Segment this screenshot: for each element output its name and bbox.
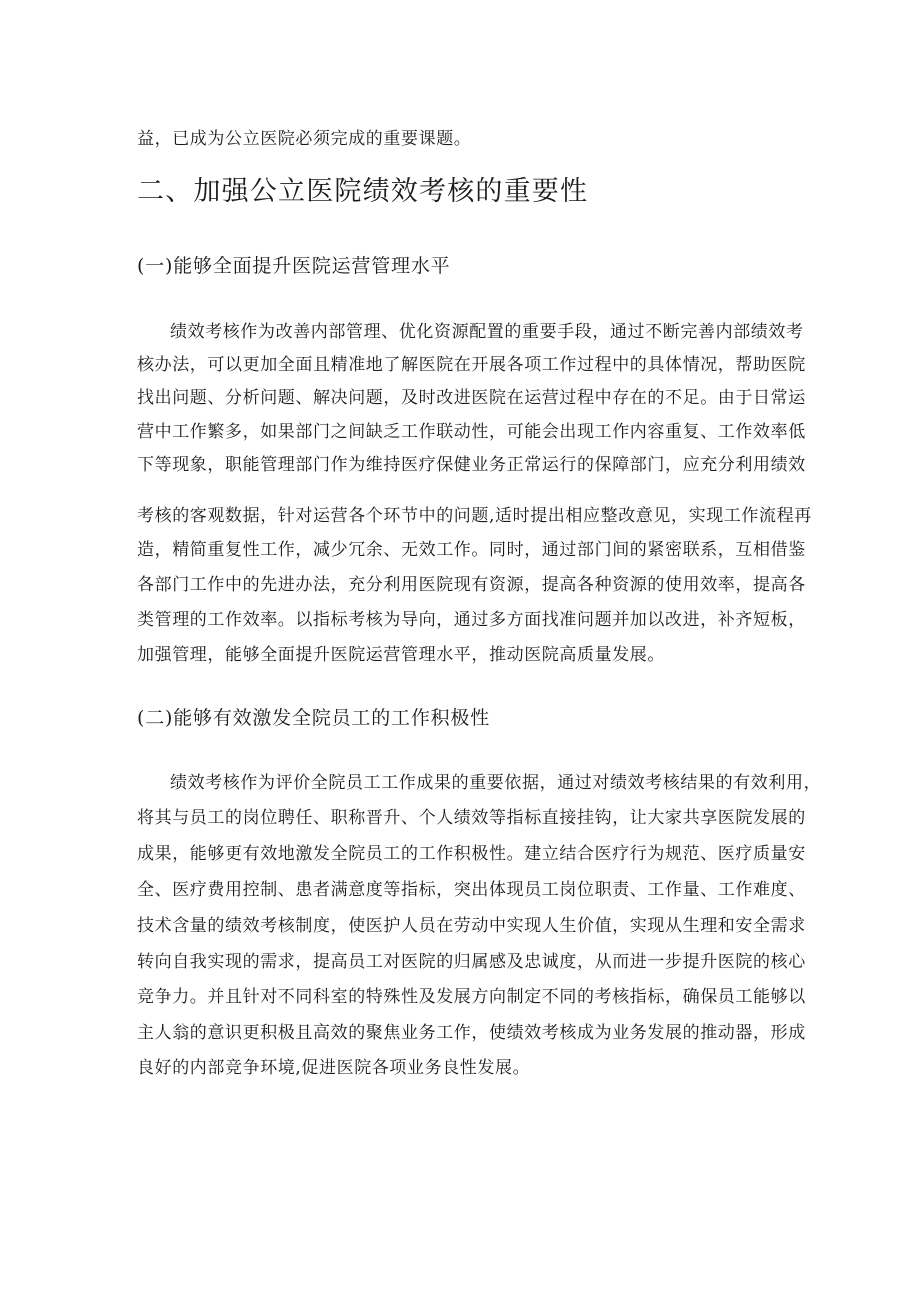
paragraph-line: 绩效考核作为改善内部管理、优化资源配置的重要手段，通过不断完善内部绩效考 — [170, 322, 804, 342]
paragraph-line: 下等现象，职能管理部门作为维持医疗保健业务正常运行的保障部门，应充分利用绩效 — [137, 455, 806, 475]
paragraph-line: 绩效考核作为评价全院员工工作成果的重要依据，通过对绩效考核结果的有效利用， — [170, 773, 822, 793]
paragraph-line: 各部门工作中的先进办法，充分利用医院现有资源，提高各种资源的使用效率，提高各 — [137, 575, 806, 595]
intro-paragraph-tail: 益，已成为公立医院必须完成的重要课题。 — [137, 129, 472, 149]
paragraph-line: 成果，能够更有效地激发全院员工的工作积极性。建立结合医疗行为规范、医疗质量安 — [137, 844, 806, 864]
paragraph-line: 类管理的工作效率。以指标考核为导向，通过多方面找准问题并加以改进，补齐短板， — [137, 610, 806, 630]
paragraph-line: 良好的内部竞争环境,促进医院各项业务良性发展。 — [137, 1058, 531, 1078]
paragraph-line: 造，精简重复性工作，减少冗余、无效工作。同时，通过部门间的紧密联系，互相借鉴 — [137, 540, 806, 560]
paragraph-line: 将其与员工的岗位聘任、职称晋升、个人绩效等指标直接挂钩，让大家共享医院发展的 — [137, 808, 806, 828]
paragraph-line: 全、医疗费用控制、患者满意度等指标，突出体现员工岗位职责、工作量、工作难度、 — [137, 880, 806, 900]
subsection-heading-2: (二)能够有效激发全院员工的工作积极性 — [137, 707, 491, 729]
subsection-heading-1: (一)能够全面提升医院运营管理水平 — [137, 255, 451, 277]
paragraph-line: 加强管理，能够全面提升医院运营管理水平，推动医院高质量发展。 — [137, 645, 665, 665]
paragraph-line: 转向自我实现的需求，提高员工对医院的归属感及忠诚度，从而进一步提升医院的核心 — [137, 952, 806, 972]
paragraph-line: 主人翁的意识更积极且高效的聚焦业务工作，使绩效考核成为业务发展的推动器，形成 — [137, 1023, 806, 1043]
section-heading: 二、加强公立医院绩效考核的重要性 — [137, 176, 589, 207]
paragraph-line: 考核的客观数据，针对运营各个环节中的问题,适时提出相应整改意见，实现工作流程再 — [137, 506, 812, 526]
paragraph-line: 核办法，可以更加全面且精准地了解医院在开展各项工作过程中的具体情况，帮助医院 — [137, 355, 806, 375]
paragraph-line: 技术含量的绩效考核制度，使医护人员在劳动中实现人生价值，实现从生理和安全需求 — [137, 916, 806, 936]
paragraph-line: 营中工作繁多，如果部门之间缺乏工作联动性，可能会出现工作内容重复、工作效率低 — [137, 422, 806, 442]
paragraph-line: 竞争力。并且针对不同科室的特殊性及发展方向制定不同的考核指标，确保员工能够以 — [137, 987, 806, 1007]
paragraph-line: 找出问题、分析问题、解决问题，及时改进医院在运营过程中存在的不足。由于日常运 — [137, 388, 806, 408]
